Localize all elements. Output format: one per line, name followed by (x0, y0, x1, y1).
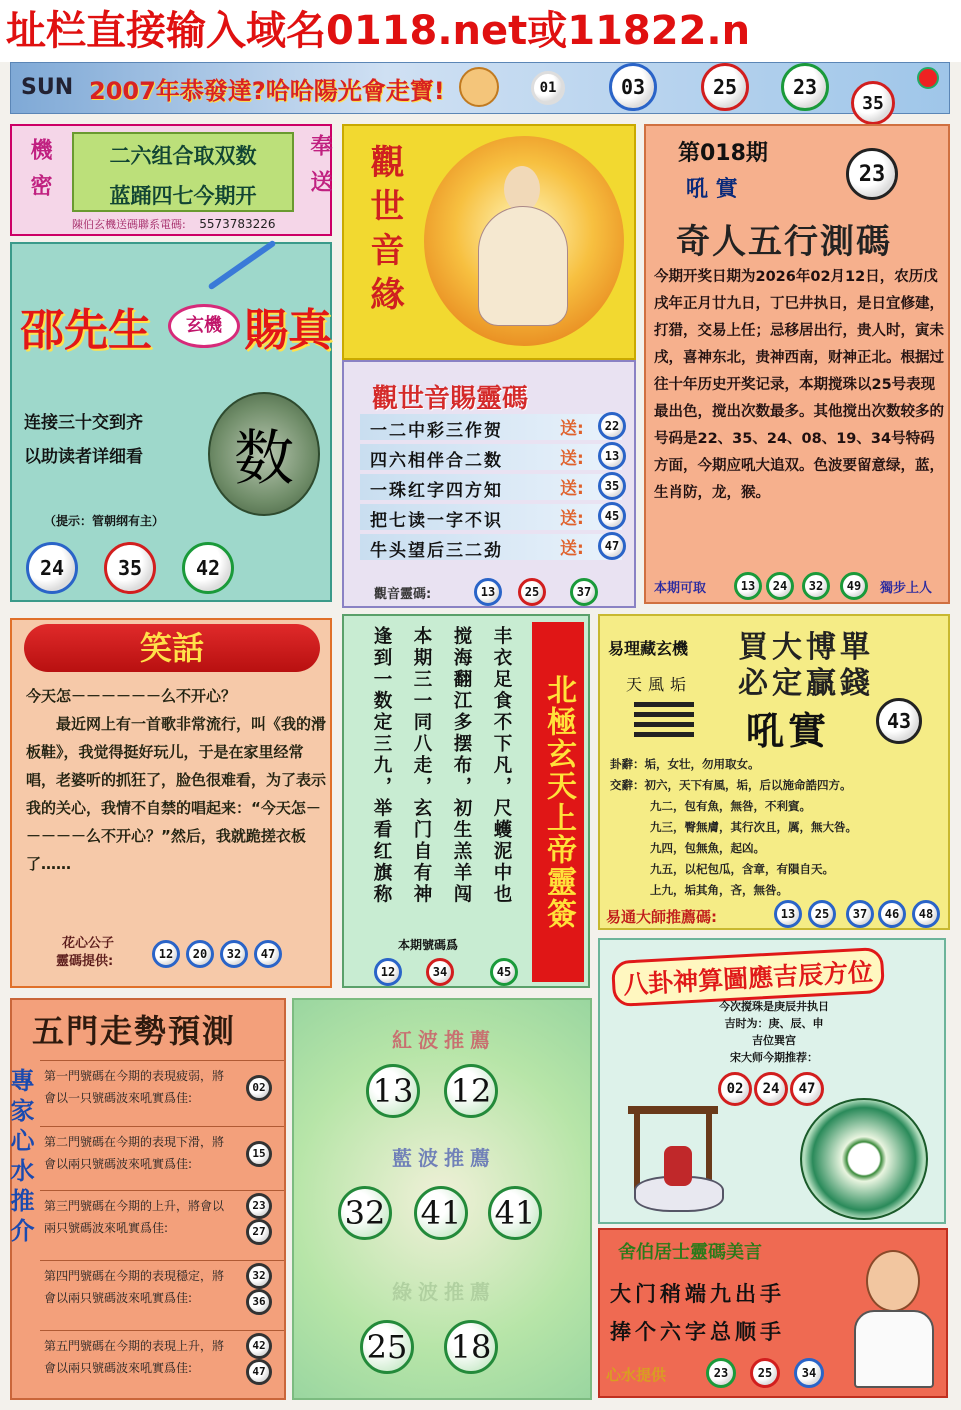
beiji-vertical-title: 北極玄天上帝靈簽 (532, 622, 584, 982)
shao-char: 数 (234, 424, 294, 494)
yili-sub: 天風垢 (626, 675, 693, 694)
header-ball: 23 (781, 63, 829, 111)
bo-red-label: 紅波推薦 (392, 1028, 496, 1052)
pointer-icon (208, 240, 277, 291)
jimi-contact-number: 5573783226 (199, 217, 276, 231)
shao-title (20, 290, 332, 360)
lingma-row (360, 504, 622, 530)
shao-line1: 连接三十交到齐 (24, 413, 143, 433)
header-ball: 35 (851, 81, 895, 125)
bagua-wheel-image (800, 1098, 928, 1220)
xiaohua-title: 笑話 (139, 629, 204, 667)
beiji-ball: 34 (426, 958, 454, 986)
yili-panel (598, 614, 950, 930)
lingma-row (360, 414, 622, 440)
slogan: 2007年恭發達?哈哈陽光會走寶! (89, 77, 445, 105)
lingqian-ball: 34 (794, 1358, 824, 1388)
beiji-col: 逢到一数定三九，举看红旗称 (371, 626, 392, 906)
lingma-panel (342, 360, 636, 608)
lingma-row-text: 把七读一字不识 (370, 511, 503, 531)
shao-ball: 24 (26, 542, 78, 594)
header-ball: 03 (609, 63, 657, 111)
yili-title1: 買大博單 (738, 630, 874, 665)
xiaohua-title-banner (24, 624, 320, 672)
qiren-roar: 吼 實 (686, 177, 738, 202)
header-ball: 01 (531, 71, 565, 105)
shao-tip: （提示：管朝纲有主） (44, 514, 165, 528)
yili-footer-ball: 48 (912, 900, 940, 928)
yili-footer-ball: 25 (808, 900, 836, 928)
bo-green-ball: 18 (444, 1320, 498, 1374)
xiaohua-footer-label1: 花心公子 (62, 936, 115, 951)
yili-line: 九四，包無魚，起凶。 (650, 841, 765, 855)
qiren-ball: 23 (846, 148, 898, 200)
lingma-footer-ball: 25 (518, 578, 546, 606)
lingqian-line1: 大门稍端九出手 (610, 1282, 785, 1306)
sun-label: SUN (21, 75, 74, 100)
bagua-panel (598, 938, 946, 1224)
beiji-footer-label: 本期號碼爲 (398, 938, 459, 952)
yili-line: 九三，臀無膚，其行次且，厲，無大咎。 (650, 820, 857, 834)
wumen-row (40, 1260, 284, 1318)
xiaohua-panel (10, 618, 332, 988)
lingma-ball: 35 (598, 472, 626, 500)
lingma-send: 送: (560, 449, 584, 469)
bo-blue-label: 藍波推薦 (392, 1146, 496, 1170)
lingma-title: 觀世音賜靈碼 (372, 384, 529, 414)
lingma-row (360, 444, 622, 470)
lingma-ball: 13 (598, 442, 626, 470)
lingma-footer-ball: 13 (474, 578, 502, 606)
qiren-footer-ball: 24 (766, 572, 794, 600)
wumen-row (40, 1190, 284, 1248)
bo-blue-ball: 32 (338, 1186, 392, 1240)
xiaohua-ball: 12 (152, 940, 180, 968)
shao-panel (10, 242, 332, 602)
wumen-ball: 42 (246, 1333, 272, 1359)
qiren-panel (644, 124, 950, 604)
lingma-row-text: 牛头望后三二劲 (370, 541, 503, 561)
shao-title-mid: 玄機 (168, 304, 240, 348)
yili-top-left: 易理藏玄機 (608, 639, 689, 658)
shao-stone-image (208, 392, 320, 516)
jimi-contact (72, 216, 276, 232)
shao-title-right: 賜真 (244, 305, 332, 356)
xiaohua-footer-label2: 靈碼提供: (56, 954, 114, 969)
qiren-issue: 第018期 (678, 141, 768, 166)
beiji-ball: 12 (374, 958, 402, 986)
jimi-right-label: 奉送 (307, 134, 332, 206)
yili-lines (610, 754, 946, 901)
lingma-row-text: 四六相伴合二数 (370, 451, 503, 471)
lingqian-title: 舍伯居士靈碼美言 (618, 1242, 762, 1263)
yili-footer-ball: 37 (846, 900, 874, 928)
lingma-row-text: 一二中彩三作贺 (370, 421, 503, 441)
qiren-title: 奇人五行測碼 (676, 222, 892, 262)
bagua-title: 八卦神算圖應吉辰方位 (611, 947, 885, 1007)
wumen-ball: 27 (246, 1219, 272, 1245)
qiren-footer-right: 獨步上人 (880, 581, 933, 596)
wumen-ball: 23 (246, 1193, 272, 1219)
wumen-row-text: 第三門號碼在今期的上升，將會以兩只號碼波來吼實爲佳: (44, 1199, 225, 1235)
bagua-line: 吉时为：庚、辰、申 (724, 1017, 824, 1030)
jimi-line1: 二六组合取双数 (109, 144, 257, 168)
beiji-col: 本期三一同八走，玄门自有神 (411, 626, 432, 906)
xiaohua-body (26, 682, 326, 878)
jimi-line2: 蓝踊四七今期开 (109, 184, 257, 208)
lingma-row (360, 474, 622, 500)
yili-footer-label: 易通大師推薦碼: (606, 908, 717, 926)
wumen-ball: 36 (246, 1289, 272, 1315)
lingma-footer-ball: 37 (570, 578, 598, 606)
xiaohua-line: 今天怎－－－－－－么不开心？ (26, 687, 237, 705)
top-banner: 址栏直接输入域名0118.net或11822.n (0, 0, 961, 62)
yili-footer (606, 900, 946, 928)
wumen-title: 五門走勢預測 (32, 1012, 237, 1050)
bagua-ball: 02 (718, 1072, 752, 1106)
xiaohua-ball: 32 (220, 940, 248, 968)
jimi-contact-label: 陳伯玄機送碼聯系電碼: (72, 218, 186, 231)
guanyin-panel (342, 124, 636, 360)
qiren-footer (654, 572, 950, 600)
xiaohua-ball: 20 (186, 940, 214, 968)
qiren-body: 今期开奖日期为2026年02月12日，农历戊戌年正月廿九日，丁巳井执日，是日宜修建，打猎，交易上任；忌移居出行，贵人时，寅未戌，喜神东北，贵神西南，财神正北。根据过往十年历史开奖记录，本期搅珠以25号表现最出色，搅出次数最多。其他搅出次数较多的号码是22、35、24、08、19、34号特码方面，今期应吼大追双。色波要留意绿，蓝，生肖防，龙，猴。 (654, 269, 944, 501)
red-dot-icon (917, 67, 939, 89)
wumen-row-text: 第二門號碼在今期的表現下滑，將會以兩只號碼波來吼實爲佳: (44, 1135, 225, 1171)
yili-line: 上九，垢其角，吝，無咎。 (650, 883, 788, 897)
lingqian-line2: 捧个六字总顺手 (610, 1320, 785, 1344)
xiaohua-ball: 47 (254, 940, 282, 968)
xiaohua-footer (56, 932, 326, 976)
bo-red-ball: 13 (366, 1064, 420, 1118)
bo-green-ball: 25 (360, 1320, 414, 1374)
lingqian-footer: 心水提供 (606, 1366, 667, 1384)
qiren-footer-ball: 49 (840, 572, 868, 600)
lingqian-ball: 23 (706, 1358, 736, 1388)
header-ball: 25 (701, 63, 749, 111)
lingma-row-text: 一珠红字四方知 (370, 481, 503, 501)
xiaohua-line: 最近网上有一首歌非常流行，叫《我的滑板鞋》，我觉得挺好玩儿，于是在家里经常唱，老婆听的抓狂了，脸色很难看，为了表示我的关心，我情不自禁的唱起来：“今天怎－－－－－么不开心？”然后，我就跪搓衣板了…… (26, 715, 327, 873)
lingma-ball: 22 (598, 412, 626, 440)
beiji-ball: 45 (490, 958, 518, 986)
yili-line: 九二，包有魚，無咎，不利賓。 (650, 799, 811, 813)
jimi-left-label: 機密 (27, 138, 52, 210)
guanyin-figure-image (424, 136, 624, 346)
wumen-row (40, 1060, 284, 1118)
lingqian-ball: 25 (750, 1358, 780, 1388)
shao-ball: 35 (104, 542, 156, 594)
wumen-ball: 02 (246, 1075, 272, 1101)
yili-title2: 必定贏錢 (738, 666, 874, 701)
lingqian-panel (598, 1228, 948, 1398)
beiji-col: 搅海翻江多摆布，初生羔羊闯 (451, 626, 472, 906)
lingma-send: 送: (560, 479, 584, 499)
qiren-footer-ball: 32 (802, 572, 830, 600)
wumen-row-text: 第四門號碼在今期的表現穩定，將會以兩只號碼波來吼實爲佳: (44, 1269, 225, 1305)
yili-line: 九五，以杞包瓜，含章，有隕自天。 (650, 862, 834, 876)
wumen-ball: 47 (246, 1359, 272, 1385)
lingma-row (360, 534, 622, 560)
wumen-row (40, 1126, 284, 1184)
lingma-footer-label: 觀音靈碼: (374, 587, 432, 602)
yili-footer-ball: 46 (878, 900, 906, 928)
bagua-ball: 24 (754, 1072, 788, 1106)
sun-header-bar (10, 62, 950, 114)
beiji-col: 丰衣足食不下凡，尺蠖泥中也 (491, 626, 512, 906)
lingma-send: 送: (560, 419, 584, 439)
wumen-side: 專家心水推介 (6, 1068, 34, 1248)
yili-line: 交辭：初六，天下有風，垢，后以施命誥四方。 (610, 778, 852, 792)
bo-red-ball: 12 (444, 1064, 498, 1118)
yili-roar: 吼實 (746, 709, 831, 753)
wumen-row-text: 第一門號碼在今期的表現疲弱，將會以一只號碼波來吼實爲佳: (44, 1069, 225, 1105)
lingma-send: 送: (560, 539, 584, 559)
wumen-row (40, 1330, 284, 1388)
lingma-footer (374, 578, 624, 606)
shao-line2: 以助读者详细看 (24, 447, 143, 467)
bagua-lines (600, 998, 948, 1066)
yili-ball: 43 (876, 698, 922, 744)
shao-title-left: 邵先生 (20, 305, 152, 356)
qiren-footer-label: 本期可取 (654, 581, 707, 596)
lingma-ball: 45 (598, 502, 626, 530)
face-icon (459, 67, 499, 107)
bagua-ball: 47 (790, 1072, 824, 1106)
horse-rider-image (614, 1106, 764, 1218)
bagua-line: 今次搅珠是庚辰井执日 (719, 1000, 829, 1013)
jimi-box (72, 132, 294, 212)
lingma-ball: 47 (598, 532, 626, 560)
shao-ball: 42 (182, 542, 234, 594)
bagua-line: 吉位巽宫 (752, 1034, 796, 1047)
wumen-ball: 15 (246, 1141, 272, 1167)
bo-blue-ball: 41 (488, 1186, 542, 1240)
doctor-image (848, 1250, 938, 1390)
wumen-panel (6, 998, 286, 1400)
bo-blue-ball: 41 (414, 1186, 468, 1240)
bagua-line: 宋大师今期推荐： (730, 1051, 818, 1064)
qiren-footer-ball: 13 (734, 572, 762, 600)
yili-footer-ball: 13 (774, 900, 802, 928)
beiji-panel (342, 614, 590, 988)
wumen-row-text: 第五門號碼在今期的表現上升，將會以兩只號碼波來吼實爲佳: (44, 1339, 225, 1375)
bo-green-label: 綠波推薦 (392, 1280, 496, 1304)
lingma-send: 送: (560, 509, 584, 529)
wumen-ball: 32 (246, 1263, 272, 1289)
guanyin-vertical-title: 觀世音緣 (364, 144, 404, 320)
yili-line: 卦辭：垢，女壮，勿用取女。 (610, 757, 760, 771)
jimi-panel (10, 124, 332, 236)
trigram-icon (634, 702, 694, 736)
bo-panel (292, 998, 592, 1400)
